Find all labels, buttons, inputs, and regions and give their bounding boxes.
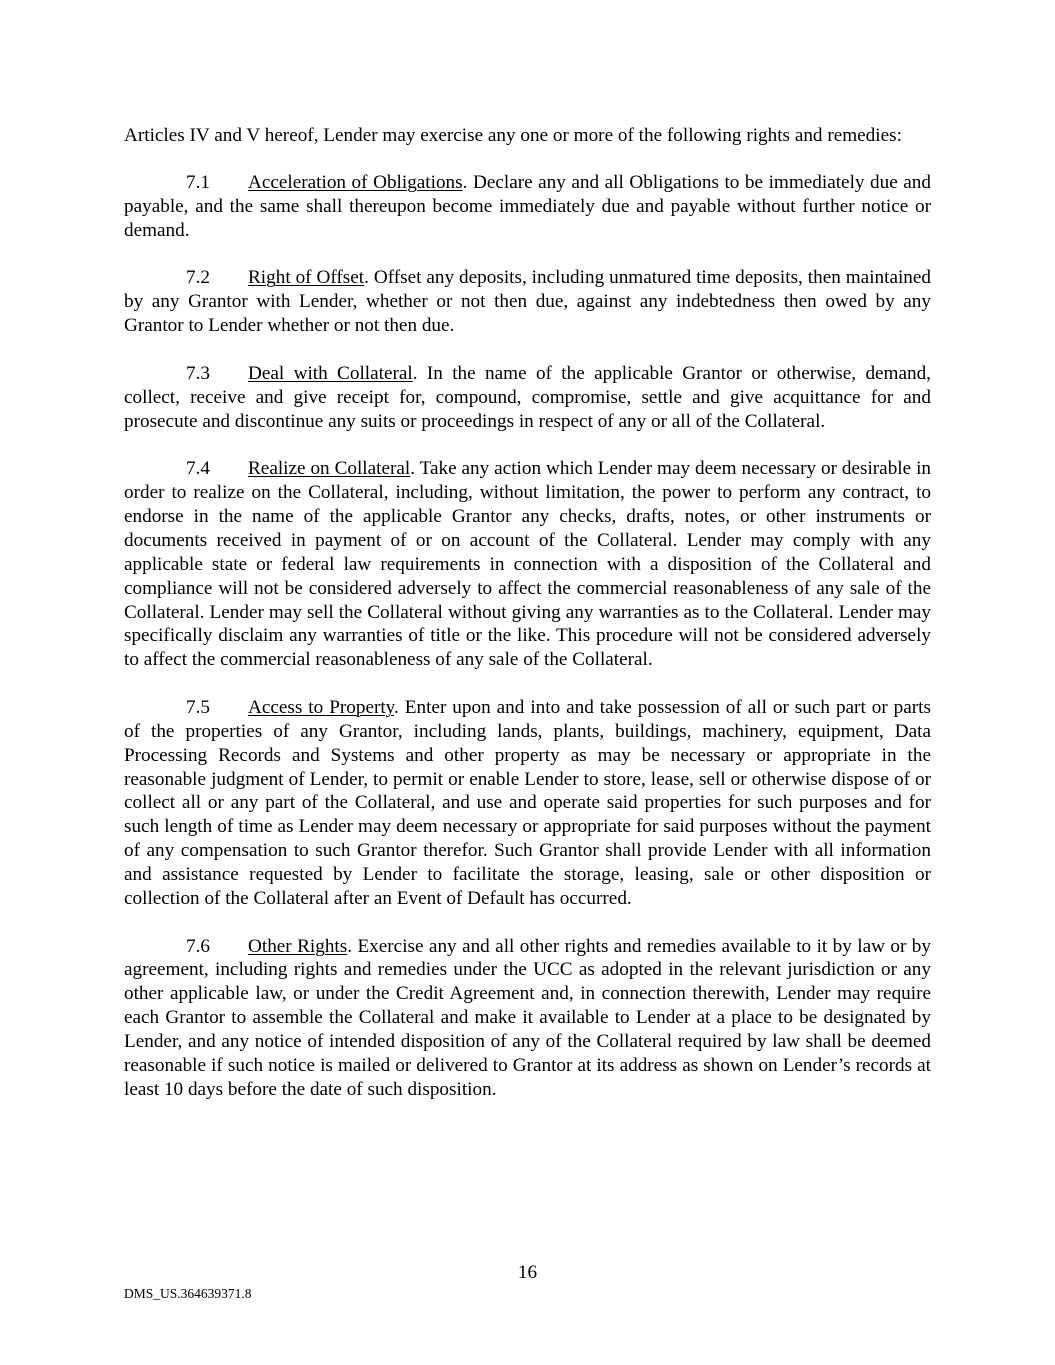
intro-paragraph: Articles IV and V hereof, Lender may exercise any one or more of the following rights and remedies: (124, 125, 902, 146)
section-text: . Take any action which Lender may deem necessary or desirable in order to realize on the Collateral, including, without limitation, the power to perform any contract, to endorse in the name of the applicable Grantor any checks, drafts, notes, or other instruments or documents received in payment of or on account of the Collateral. Lender may comply with any applicable state or federal law requirements in connection with a disposition of the Collateral and compliance will not be considered adversely to affect the commercial reasonableness of any sale of the Collateral. Lender may sell the Collateral without giving any warranties as to the Collateral. Lender may specifically disclaim any warranties of title or the like. This procedure will not be considered adversely to affect the commercial reasonableness of any sale of the Collateral. (124, 458, 931, 671)
section-7-4 (124, 457, 931, 672)
section-number: 7.2 (186, 267, 210, 289)
section-7-2 (124, 266, 931, 338)
section-text: . Enter upon and into and take possession of all or such part or parts of the properties of any Grantor, including lands, plants, buildings, machinery, equipment, Data Processing Records and Systems and other property as may be necessary or appropriate in the reasonable judgment of Lender, to permit or enable Lender to store, lease, sell or otherwise dispose of or collect all or any part of the Collateral, and use and operate said properties for such purposes and for such length of time as Lender may deem necessary or appropriate for said purposes without the payment of any compensation to such Grantor therefor. Such Grantor shall provide Lender with all information and assistance requested by Lender to facilitate the storage, leasing, sale or other disposition or collection of the Collateral after an Event of Default has occurred. (124, 697, 931, 909)
document-body (124, 124, 931, 1126)
section-number: 7.4 (186, 458, 210, 480)
section-heading: Realize on Collateral (248, 458, 411, 480)
section-number: 7.1 (186, 171, 210, 193)
section-heading: Other Rights (248, 935, 348, 957)
section-heading: Access to Property (248, 697, 395, 719)
section-7-3 (124, 362, 931, 434)
section-number: 7.3 (186, 362, 210, 384)
section-heading: Deal with Collateral (248, 362, 413, 384)
section-heading: Acceleration of Obligations (248, 171, 463, 193)
section-heading: Right of Offset (248, 267, 365, 289)
section-text: . Exercise any and all other rights and remedies available to it by law or by agreement, including rights and remedies under the UCC as adopted in the relevant jurisdiction or any other applicable law, or under the Credit Agreement and, in connection therewith, Lender may require each Grantor to assemble the Collateral and make it available to Lender at a place to be designated by Lender, and any notice of intended disposition of any of the Collateral required by law shall be deemed reasonable if such notice is mailed or delivered to Grantor at its address as shown on Lender’s records at least 10 days before the date of such disposition. (124, 935, 931, 1100)
section-text: . In the name of the applicable Grantor or otherwise, demand, collect, receive and give receipt for, compound, compromise, settle and give acquittance for and prosecute and discontinue any suits or proceedings in respect of any or all of the Collateral. (124, 362, 931, 432)
section-7-6 (124, 935, 931, 1102)
section-text: . Offset any deposits, including unmatured time deposits, then maintained by any Grantor with Lender, whether or not then due, against any indebtedness then owed by any Grantor to Lender whether or not then due. (124, 267, 932, 337)
section-number: 7.6 (186, 935, 210, 957)
section-7-5 (124, 696, 931, 911)
section-text: . Declare any and all Obligations to be immediately due and payable, and the same shall thereupon become immediately due and payable without further notice or demand. (124, 171, 931, 241)
section-number: 7.5 (186, 697, 210, 719)
page-number: 16 (517, 1262, 538, 1283)
document-id: DMS_US.364639371.8 (124, 1286, 252, 1301)
section-7-1 (124, 171, 931, 243)
